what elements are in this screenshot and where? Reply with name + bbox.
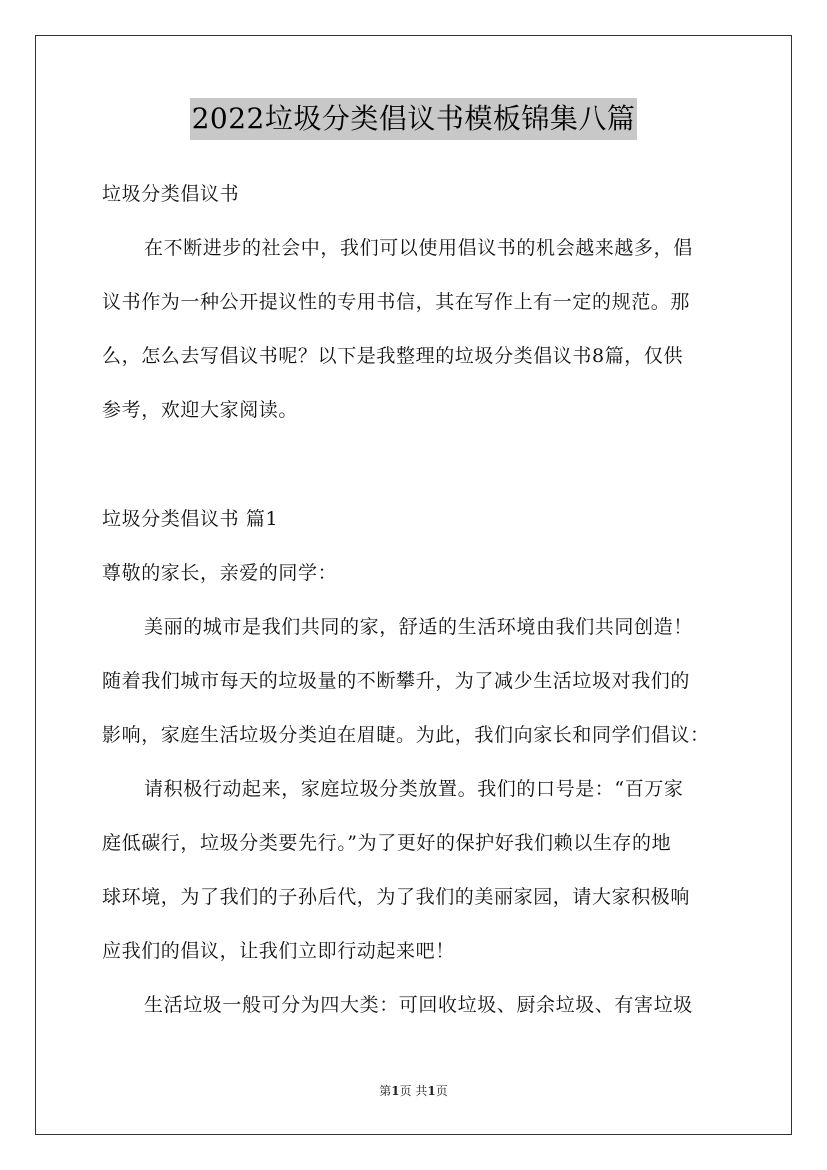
body-line-1: 美丽的城市是我们共同的家，舒适的生活环境由我们共同创造！ [144,616,693,638]
body-line-4: 请积极行动起来，家庭垃圾分类放置。我们的口号是：“百万家 [144,778,684,800]
intro-line-4: 参考，欢迎大家阅读。 [102,399,299,421]
body-line-6: 球环境，为了我们的子孙后代，为了我们的美丽家园，请大家积极响 [102,886,691,908]
intro-line-1: 在不断进步的社会中，我们可以使用倡议书的机会越来越多，倡 [144,237,693,259]
salutation: 尊敬的家长，亲爱的同学： [102,562,338,584]
title-container [0,98,827,140]
intro-line-2: 议书作为一种公开提议性的专用书信，其在写作上有一定的规范。那 [102,291,691,313]
page-label-prefix: 第 [379,1084,392,1098]
body-line-8: 生活垃圾一般可分为四大类：可回收垃圾、厨余垃圾、有害垃圾 [144,994,693,1016]
intro-line-3: 么，怎么去写倡议书呢？以下是我整理的垃圾分类倡议书8篇，仅供 [102,345,684,367]
total-pages: 1 [427,1084,436,1098]
total-label-suffix: 页 [435,1084,448,1098]
article-heading: 垃圾分类倡议书 篇1 [102,508,279,530]
body-line-2: 随着我们城市每天的垃圾量的不断攀升，为了减少生活垃圾对我们的 [102,670,691,692]
body-line-7: 应我们的倡议，让我们立即行动起来吧！ [102,940,455,962]
page-number: 1 [391,1084,400,1098]
page-footer [0,1083,827,1099]
page-label-suffix: 页 [399,1084,412,1098]
document-title: 2022垃圾分类倡议书模板锦集八篇 [190,98,638,140]
total-label-prefix: 共 [415,1084,428,1098]
body-line-5: 庭低碳行，垃圾分类要先行。”为了更好的保护好我们赖以生存的地 [102,832,672,854]
section-heading: 垃圾分类倡议书 [102,183,240,205]
body-line-3: 影响，家庭生活垃圾分类迫在眉睫。为此，我们向家长和同学们倡议： [102,724,710,746]
